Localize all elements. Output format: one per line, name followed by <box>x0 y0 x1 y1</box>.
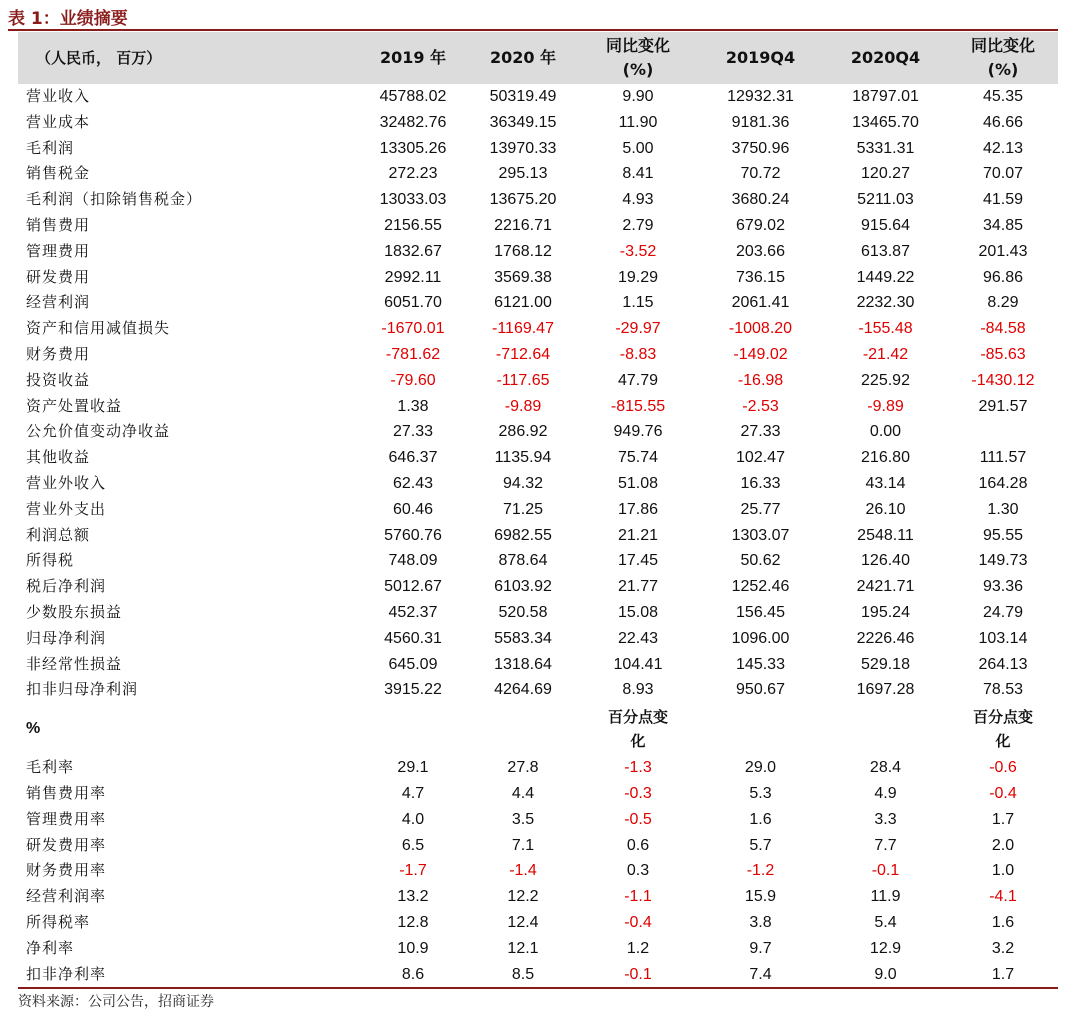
table-cell: 7.7 <box>874 836 897 854</box>
table-cell: 646.37 <box>388 449 438 467</box>
table-cell: 679.02 <box>736 216 785 234</box>
row-label: 所得税率 <box>26 912 91 931</box>
table-cell: 736.15 <box>736 268 785 286</box>
table-cell: 225.92 <box>861 371 910 389</box>
table-cell: 3.2 <box>991 939 1015 957</box>
table-cell: 45788.02 <box>379 88 447 105</box>
table-cell: 5.4 <box>874 913 897 931</box>
table-cell: -1008.20 <box>728 320 793 338</box>
table-cell: 26.10 <box>865 500 906 518</box>
row-label: 公允价值变动净收益 <box>26 422 171 441</box>
table-cell: 12.8 <box>397 913 429 931</box>
table-cell: 2216.71 <box>494 216 552 234</box>
table-cell: 3680.24 <box>731 191 790 209</box>
row-label: 财务费用 <box>26 344 91 363</box>
table-cell: 27.33 <box>740 423 781 441</box>
table-cell: 1252.46 <box>731 578 790 596</box>
table-cell: 0.6 <box>626 836 650 854</box>
table-cell: 21.77 <box>617 578 659 596</box>
table-cell: 4.4 <box>511 784 535 802</box>
table-cell: -1.7 <box>399 862 427 880</box>
table-cell: 50319.49 <box>489 88 557 105</box>
table-cell: 748.09 <box>388 552 438 570</box>
table-cell: -8.83 <box>619 345 657 363</box>
table-cell: 272.23 <box>388 165 438 183</box>
row-label: 财务费用率 <box>26 861 107 880</box>
table-cell: 32482.76 <box>379 113 447 131</box>
table-cell: 3.5 <box>511 810 535 828</box>
table-cell: -84.58 <box>980 320 1026 338</box>
table-cell: 1.7 <box>991 965 1015 983</box>
table-cell: 29.1 <box>397 759 429 777</box>
table-cell: 47.79 <box>617 371 659 389</box>
row-label: 销售费用 <box>26 215 91 234</box>
table-cell: 2061.41 <box>731 294 790 312</box>
table-cell: 4560.31 <box>384 629 442 647</box>
row-label: 净利率 <box>26 938 75 957</box>
table-cell: 36349.15 <box>489 113 557 131</box>
table-cell: 5331.31 <box>856 139 915 157</box>
table-cell: 43.14 <box>865 474 906 492</box>
table-row <box>18 316 1058 342</box>
table-cell: 915.64 <box>861 216 910 234</box>
row-label: 投资收益 <box>26 370 91 389</box>
section-header <box>18 703 1058 755</box>
table-cell: -9.89 <box>867 397 904 415</box>
table-cell: 50.62 <box>740 552 781 570</box>
row-label: 销售费用率 <box>26 783 107 802</box>
table-cell: 1.15 <box>622 294 654 312</box>
header-col: 同比变化 (%) <box>970 36 1035 79</box>
summary-table <box>18 32 1058 987</box>
table-cell: 15.9 <box>744 888 777 906</box>
table-cell: 95.55 <box>982 526 1024 544</box>
table-cell: 164.28 <box>978 474 1028 492</box>
table-cell: 27.33 <box>392 423 434 441</box>
row-label: 管理费用 <box>26 241 91 260</box>
table-row <box>18 136 1058 162</box>
table-cell: 12932.31 <box>727 88 794 105</box>
table-cell <box>948 419 1058 445</box>
table-cell: 18797.01 <box>852 88 919 105</box>
row-label: 研发费用 <box>26 267 91 286</box>
table-cell: 3569.38 <box>494 268 552 286</box>
table-row <box>18 677 1058 703</box>
table-cell: 62.43 <box>392 474 434 492</box>
table-cell: 13675.20 <box>489 191 557 209</box>
table-cell: 15.08 <box>617 603 659 621</box>
table-cell: 11.90 <box>618 113 658 131</box>
table-cell: 24.79 <box>982 603 1024 621</box>
table-cell: 5583.34 <box>494 629 552 647</box>
table-cell: 1318.64 <box>494 655 552 673</box>
table-cell: 4.93 <box>622 191 654 209</box>
table-cell: 7.4 <box>749 965 772 983</box>
table-cell: 1.6 <box>749 810 772 828</box>
table-cell: 203.66 <box>736 242 785 260</box>
table-cell: 1.38 <box>397 397 429 415</box>
table-cell: 1.2 <box>626 939 650 957</box>
header-row <box>18 32 1058 84</box>
table-row <box>18 265 1058 291</box>
row-label: 经营利润 <box>26 293 91 312</box>
table-cell: 520.58 <box>498 603 548 621</box>
table-cell: 41.59 <box>982 191 1024 209</box>
table-title: 表 1：业绩摘要 <box>8 9 128 29</box>
table-row <box>18 600 1058 626</box>
table-cell: -815.55 <box>610 397 666 415</box>
table-cell: 1303.07 <box>731 526 790 544</box>
table-cell: 104.41 <box>613 655 663 673</box>
table-cell: 94.32 <box>502 474 544 492</box>
table-cell: 6.5 <box>401 836 425 854</box>
table-cell: -1.4 <box>509 862 537 880</box>
table-row <box>18 419 1058 445</box>
table-cell: 1768.12 <box>494 242 552 260</box>
table-cell: 8.29 <box>987 294 1019 312</box>
bottom-rule <box>18 987 1058 989</box>
table-cell: 13305.26 <box>379 139 447 157</box>
table-cell: 5760.76 <box>384 526 442 544</box>
table-cell: -0.3 <box>624 784 652 802</box>
table-cell: 9.7 <box>749 939 772 957</box>
row-label: 营业外收入 <box>26 473 107 492</box>
table-cell: 42.13 <box>982 139 1024 157</box>
table-cell: 96.86 <box>982 268 1024 286</box>
table-cell: 34.85 <box>982 216 1024 234</box>
table-cell: 2232.30 <box>856 294 915 312</box>
table-cell: 613.87 <box>861 242 910 260</box>
table-row <box>18 471 1058 497</box>
header-col: 2019 年 <box>379 48 447 67</box>
table-cell: 1.7 <box>991 810 1015 828</box>
table-cell: 12.4 <box>507 913 539 931</box>
table-row <box>18 110 1058 136</box>
table-cell: 10.9 <box>397 939 429 957</box>
section-col-change: 百分点变 化 <box>607 708 668 751</box>
table-cell: -79.60 <box>390 371 436 389</box>
table-row <box>18 239 1058 265</box>
table-row <box>18 368 1058 394</box>
table-cell: 8.41 <box>622 165 654 183</box>
row-label: 扣非净利率 <box>26 964 107 983</box>
table-cell: -1430.12 <box>971 371 1035 389</box>
table-cell: 70.07 <box>982 165 1024 183</box>
table-cell: -0.4 <box>624 913 652 931</box>
table-cell: 0.3 <box>626 862 650 880</box>
table-cell: -0.1 <box>624 965 652 983</box>
table-row <box>18 394 1058 420</box>
table-cell: 13970.33 <box>489 139 557 157</box>
table-row <box>18 858 1058 884</box>
row-label: 毛利润 <box>26 138 75 157</box>
table-cell: 13.2 <box>397 888 429 906</box>
table-cell: 28.4 <box>869 759 902 777</box>
row-label: 少数股东损益 <box>26 602 123 621</box>
table-row <box>18 652 1058 678</box>
row-label: 管理费用率 <box>26 809 107 828</box>
table-cell: 0.00 <box>869 423 902 441</box>
table-cell: 102.47 <box>736 449 785 467</box>
table-cell: 120.27 <box>861 165 910 183</box>
table-cell: -2.53 <box>742 397 779 415</box>
table-cell: 5211.03 <box>857 191 914 209</box>
row-label: 资产和信用减值损失 <box>26 319 171 338</box>
table-cell: 16.33 <box>740 474 781 492</box>
row-label: 毛利润（扣除销售税金） <box>26 190 203 209</box>
table-cell: 6103.92 <box>494 578 552 596</box>
table-row <box>18 574 1058 600</box>
row-label: 毛利率 <box>26 758 75 777</box>
row-label: 营业收入 <box>26 87 91 105</box>
table-row <box>18 548 1058 574</box>
row-label: 营业外支出 <box>26 499 107 518</box>
table-cell: 12.9 <box>869 939 902 957</box>
table-cell: 8.93 <box>622 681 654 699</box>
table-cell: 11.9 <box>870 888 901 906</box>
table-cell: -781.62 <box>385 345 441 363</box>
table-row <box>18 523 1058 549</box>
header-col: 2020Q4 <box>850 48 921 67</box>
table-cell: 12.2 <box>507 888 539 906</box>
row-label: 销售税金 <box>26 164 91 183</box>
table-cell: 6982.55 <box>494 526 552 544</box>
row-label: 税后净利润 <box>26 577 107 596</box>
table-cell: 8.6 <box>401 965 425 983</box>
header-label: （人民币， 百万） <box>36 49 162 67</box>
table-cell: 51.08 <box>617 474 659 492</box>
table-row <box>18 497 1058 523</box>
row-label: 所得税 <box>26 551 75 570</box>
table-cell: -3.52 <box>619 242 657 260</box>
table-cell: 1449.22 <box>856 268 915 286</box>
table-cell: -1670.01 <box>381 320 445 338</box>
table-row <box>18 755 1058 781</box>
table-cell: 216.80 <box>861 449 910 467</box>
table-cell: 452.37 <box>388 603 438 621</box>
table-cell: 1.30 <box>987 500 1019 518</box>
table-cell: 22.43 <box>617 629 659 647</box>
header-col: 2019Q4 <box>725 48 796 67</box>
table-cell: 9181.36 <box>731 113 790 131</box>
table-cell: -1.1 <box>624 888 652 906</box>
table-row <box>18 910 1058 936</box>
table-cell: 6051.70 <box>384 294 442 312</box>
table-cell: 291.57 <box>978 397 1028 415</box>
table-cell: 645.09 <box>388 655 438 673</box>
table-cell: 19.29 <box>617 268 659 286</box>
table-cell: 78.53 <box>982 681 1024 699</box>
table-cell: 17.86 <box>617 500 659 518</box>
table-row <box>18 213 1058 239</box>
table-row <box>18 807 1058 833</box>
table-body-ratios <box>18 755 1058 987</box>
table-cell: 1697.28 <box>856 681 915 699</box>
table-cell: 2.0 <box>991 836 1015 854</box>
table-cell: 529.18 <box>861 655 910 673</box>
table-cell: 70.72 <box>740 165 781 183</box>
table-cell: 2156.55 <box>384 216 442 234</box>
table-row <box>18 290 1058 316</box>
table-cell: 126.40 <box>861 552 910 570</box>
table-cell: 60.46 <box>392 500 434 518</box>
table-cell: 7.1 <box>511 836 535 854</box>
row-label: 资产处置收益 <box>26 396 123 415</box>
table-cell: 950.67 <box>736 681 785 699</box>
table-cell: 9.0 <box>874 965 897 983</box>
header-col: 同比变化 (%) <box>605 36 670 79</box>
table-cell: -149.02 <box>733 345 788 363</box>
table-cell: 8.5 <box>511 965 535 983</box>
table-cell: 17.45 <box>617 552 659 570</box>
table-cell: -9.89 <box>504 397 542 415</box>
section-row <box>18 703 1058 755</box>
table-cell: 5012.67 <box>384 578 442 596</box>
table-cell: 29.0 <box>744 759 777 777</box>
table-cell: 103.14 <box>978 629 1028 647</box>
table-cell: -1.2 <box>746 862 775 880</box>
table-cell: 71.25 <box>502 500 544 518</box>
table-cell: 2548.11 <box>857 526 914 544</box>
table-cell: 1.6 <box>991 913 1015 931</box>
table-cell: -0.1 <box>871 862 900 880</box>
table-cell: 145.33 <box>736 655 785 673</box>
table-cell: 21.21 <box>617 526 659 544</box>
table-cell: -16.98 <box>737 371 784 389</box>
table-cell: 2421.71 <box>856 578 915 596</box>
table-row <box>18 781 1058 807</box>
table-cell: 5.7 <box>749 836 772 854</box>
table-cell: 3750.96 <box>731 139 790 157</box>
table-cell: 195.24 <box>861 603 910 621</box>
table-cell: 949.76 <box>613 423 663 441</box>
table-cell: 13033.03 <box>379 191 447 209</box>
header-col: 2020 年 <box>489 48 557 67</box>
table-cell: 12.1 <box>507 939 539 957</box>
table-cell: -85.63 <box>980 345 1026 363</box>
table-cell: -117.65 <box>496 371 550 389</box>
table-cell: 2.79 <box>622 216 654 234</box>
table-cell: 295.13 <box>498 165 548 183</box>
row-label: 扣非归母净利润 <box>26 680 139 699</box>
table-cell: -155.48 <box>858 320 913 338</box>
table-cell: 201.43 <box>978 242 1028 260</box>
table-cell: 9.90 <box>622 88 654 105</box>
table-cell: -712.64 <box>495 345 551 363</box>
title-rule <box>8 29 1058 31</box>
row-label: 非经常性损益 <box>26 654 123 673</box>
table-row <box>18 445 1058 471</box>
table-cell: -29.97 <box>615 320 661 338</box>
section-col-change: 百分点变 化 <box>972 708 1033 751</box>
table-cell: 2226.46 <box>856 629 915 647</box>
table-cell: 111.57 <box>979 449 1027 467</box>
table-cell: 25.77 <box>740 500 781 518</box>
table-cell: 4.7 <box>401 784 425 802</box>
table-cell: 5.00 <box>622 139 654 157</box>
table-cell: 4264.69 <box>494 681 552 699</box>
table-cell: -1.3 <box>624 759 652 777</box>
table-row <box>18 161 1058 187</box>
table-cell: 13465.70 <box>852 113 919 131</box>
table-cell: 6121.00 <box>494 294 552 312</box>
table-cell: 3.8 <box>749 913 772 931</box>
table-cell: 2992.11 <box>384 268 442 286</box>
table-row <box>18 936 1058 962</box>
table-cell: 3.3 <box>874 810 897 828</box>
table-cell: 1832.67 <box>384 242 442 260</box>
table-row <box>18 84 1058 110</box>
table-cell: 3915.22 <box>384 681 442 699</box>
table-cell: 1.0 <box>991 862 1015 880</box>
table-cell: 149.73 <box>978 552 1028 570</box>
table-row <box>18 962 1058 988</box>
table-cell: 4.9 <box>874 784 897 802</box>
table-cell: -21.42 <box>862 345 909 363</box>
table-cell: 1096.00 <box>731 629 790 647</box>
row-label: 归母净利润 <box>26 628 107 647</box>
table-row <box>18 342 1058 368</box>
table-body-main <box>18 84 1058 703</box>
table-row <box>18 626 1058 652</box>
table-cell: 27.8 <box>507 759 539 777</box>
table-cell: 1135.94 <box>494 449 552 467</box>
source-note: 资料来源：公司公告，招商证券 <box>18 994 214 1010</box>
table-cell: -1169.47 <box>492 320 554 338</box>
table-cell: 878.64 <box>498 552 548 570</box>
row-label: 其他收益 <box>26 448 91 467</box>
row-label: 经营利润率 <box>26 887 107 906</box>
table-cell: 264.13 <box>978 655 1028 673</box>
table-cell: 75.74 <box>617 449 659 467</box>
table-cell: 46.66 <box>982 113 1024 131</box>
table-cell: 156.45 <box>736 603 785 621</box>
table-cell: 5.3 <box>749 784 772 802</box>
row-label: 营业成本 <box>26 112 91 131</box>
table-cell: 286.92 <box>498 423 548 441</box>
table-cell: -0.5 <box>624 810 652 828</box>
row-label: 研发费用率 <box>26 835 107 854</box>
table-row <box>18 187 1058 213</box>
row-label: 利润总额 <box>26 525 91 544</box>
table-cell: -4.1 <box>989 888 1017 906</box>
table-row <box>18 833 1058 859</box>
table-row <box>18 884 1058 910</box>
table-cell: -0.4 <box>989 784 1017 802</box>
table-cell: 93.36 <box>982 578 1024 596</box>
table-cell: -0.6 <box>989 759 1017 777</box>
section-label: % <box>26 720 41 738</box>
table-cell: 4.0 <box>401 810 425 828</box>
table-cell: 45.35 <box>982 88 1024 105</box>
